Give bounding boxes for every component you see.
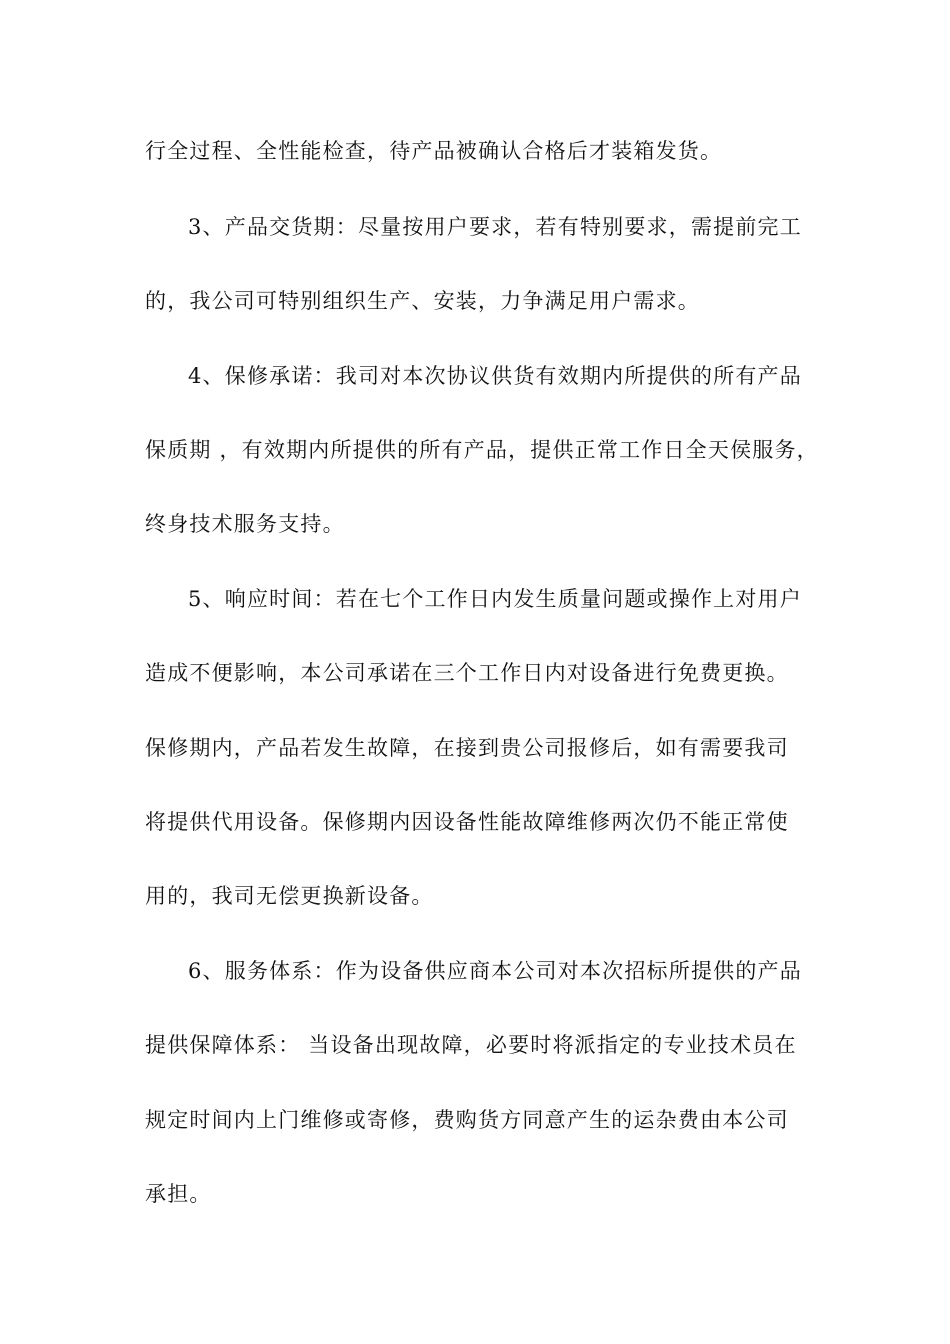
text-line: 提供保障体系： 当设备出现故障，必要时将派指定的专业技术员在 (145, 1033, 797, 1057)
text-line: 造成不便影响，本公司承诺在三个工作日内对设备进行免费更换。 (145, 661, 789, 685)
text-line: 4、保修承诺：我司对本次协议供货有效期内所提供的所有产品 (188, 364, 802, 388)
text-line: 保质期 ，有效期内所提供的所有产品，提供正常工作日全天侯服务， (145, 438, 819, 462)
text-line: 终身技术服务支持。 (145, 512, 345, 536)
text-line: 承担。 (145, 1182, 212, 1206)
text-line: 的，我公司可特别组织生产、安装，力争满足用户需求。 (145, 289, 700, 313)
text-line: 将提供代用设备。保修期内因设备性能故障维修两次仍不能正常使 (145, 810, 789, 834)
text-line: 6、服务体系：作为设备供应商本公司对本次招标所提供的产品 (188, 959, 802, 983)
text-line: 行全过程、全性能检查，待产品被确认合格后才装箱发货。 (145, 139, 723, 163)
text-line: 3、产品交货期：尽量按用户要求，若有特别要求，需提前完工 (188, 215, 802, 239)
text-line: 5、响应时间：若在七个工作日内发生质量问题或操作上对用户 (188, 587, 802, 611)
text-line: 用的，我司无偿更换新设备。 (145, 884, 434, 908)
text-line: 保修期内，产品若发生故障，在接到贵公司报修后，如有需要我司 (145, 736, 789, 760)
text-line: 规定时间内上门维修或寄修，费购货方同意产生的运杂费由本公司 (145, 1108, 789, 1132)
